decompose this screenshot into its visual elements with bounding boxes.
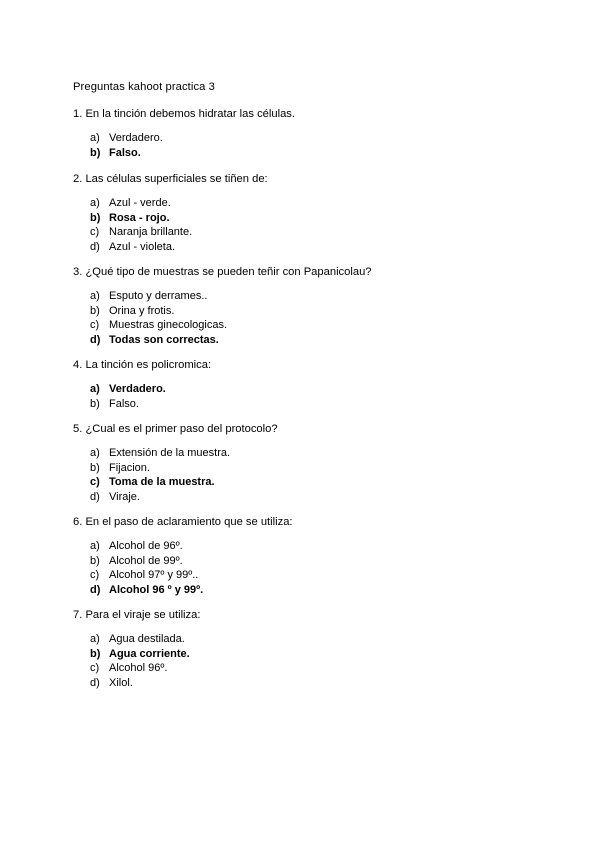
option-c: c) Toma de la muestra. [90,476,215,489]
options-list [73,632,573,690]
option-c: c) Muestras ginecologicas. [90,319,228,332]
option-b: b) Alcohol de 99º. [90,554,183,567]
option-b: b) Falso. [90,146,141,159]
options-list [73,382,573,411]
option-a: a) Verdadero. [90,132,163,144]
question-5 [73,422,573,504]
document-title: Preguntas kahoot practica 3 [73,81,216,93]
question-7 [73,608,573,690]
question-text: 2. Las células superficiales se tiñen de: [73,173,268,185]
question-text: 4. La tinción es policromica: [73,359,212,371]
question-2 [73,172,573,254]
question-3 [73,265,573,347]
option-a: a) Verdadero. [90,383,166,395]
question-text: 7. Para el viraje se utiliza: [73,609,201,621]
option-b: b) Falso. [90,397,139,410]
question-6 [73,515,573,597]
question-1 [73,107,573,160]
option-c: c) Alcohol 96º. [90,662,168,675]
options-list [73,131,573,160]
option-a: a) Esputo y derrames.. [90,290,208,302]
option-b: b) Orina y frotis. [90,304,175,317]
option-d: d) Alcohol 96 º y 99º. [90,583,204,596]
option-a: a) Extensión de la muestra. [90,447,231,459]
option-d: d) Viraje. [90,490,140,503]
question-text: 1. En la tinción debemos hidratar las células. [73,108,296,120]
question-text: 6. En el paso de aclaramiento que se utiliza: [73,516,293,528]
option-c: c) Alcohol 97º y 99º.. [90,569,199,582]
option-b: b) Rosa - rojo. [90,211,170,224]
option-a: a) Alcohol de 96º. [90,540,183,552]
option-b: b) Fijacion. [90,461,150,474]
question-4 [73,358,573,411]
options-list [73,446,573,504]
question-text: 3. ¿Qué tipo de muestras se pueden teñir con Papanicolau? [73,266,372,278]
option-d: d) Xilol. [90,676,133,689]
option-d: d) Todas son correctas. [90,333,219,346]
question-text: 5. ¿Cual es el primer paso del protocolo? [73,423,278,435]
options-list [73,196,573,254]
option-a: a) Azul - verde. [90,197,171,209]
option-d: d) Azul - violeta. [90,240,176,253]
option-a: a) Agua destilada. [90,633,185,645]
option-b: b) Agua corriente. [90,647,190,660]
option-c: c) Naranja brillante. [90,226,193,239]
options-list [73,289,573,347]
options-list [73,539,573,597]
